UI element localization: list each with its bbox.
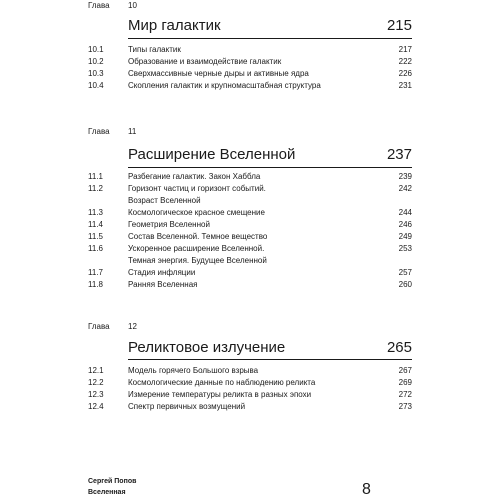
section-number: 10.3	[88, 69, 104, 78]
section-page: 253	[398, 244, 412, 253]
chapter-page: 237	[386, 146, 412, 163]
chapter-title: Реликтовое излучение	[128, 339, 286, 356]
section-page: 231	[398, 81, 412, 90]
section-title: Типы галактик	[128, 45, 181, 54]
section-title: Скопления галактик и крупномасштабная структура	[128, 81, 321, 90]
chapter-title: Мир галактик	[128, 17, 221, 34]
section-number: 11.2	[88, 184, 103, 193]
section-number: 11.3	[88, 208, 103, 217]
section-page: 226	[398, 69, 412, 78]
section-page: 249	[398, 232, 412, 241]
section-number: 10.1	[88, 45, 104, 54]
section-page: 272	[398, 390, 412, 399]
chapter-number: 10	[128, 1, 137, 10]
section-number: 11.1	[88, 172, 103, 181]
section-number: 11.6	[88, 244, 103, 253]
section-page: 244	[398, 208, 412, 217]
chapter-label: Глава	[88, 127, 110, 136]
section-page: 267	[398, 366, 412, 375]
chapter-label: Глава	[88, 322, 110, 331]
section-title: Стадия инфляции	[128, 268, 196, 277]
chapter-rule	[128, 359, 412, 360]
section-title: Космологические данные по наблюдению реликта	[128, 378, 316, 387]
section-title: Спектр первичных возмущений	[128, 402, 246, 411]
section-title: Горизонт частиц и горизонт событий.	[128, 184, 266, 193]
section-title: Ранняя Вселенная	[128, 280, 198, 289]
section-title: Геометрия Вселенной	[128, 220, 210, 229]
section-page: 242	[398, 184, 412, 193]
chapter-page: 215	[386, 17, 412, 34]
page-number: 8	[362, 481, 371, 498]
chapter-label: Глава	[88, 1, 110, 10]
section-page: 269	[398, 378, 412, 387]
section-number: 11.4	[88, 220, 103, 229]
chapter-title: Расширение Вселенной	[128, 146, 296, 163]
section-title-continued: Возраст Вселенной	[128, 196, 201, 205]
section-title-continued: Темная энергия. Будущее Вселенной	[128, 256, 267, 265]
section-number: 11.8	[88, 280, 103, 289]
section-page: 257	[398, 268, 412, 277]
section-page: 273	[398, 402, 412, 411]
section-number: 12.3	[88, 390, 104, 399]
section-title: Состав Вселенной. Темное вещество	[128, 232, 268, 241]
section-number: 10.2	[88, 57, 104, 66]
section-page: 260	[398, 280, 412, 289]
section-title: Модель горячего Большого взрыва	[128, 366, 259, 375]
section-number: 12.2	[88, 378, 104, 387]
section-number: 11.7	[88, 268, 103, 277]
section-title: Измерение температуры реликта в разных эпохи	[128, 390, 312, 399]
section-title: Космологическое красное смещение	[128, 208, 265, 217]
footer-book-title: Вселенная	[88, 489, 126, 496]
section-title: Ускоренное расширение Вселенной.	[128, 244, 265, 253]
section-number: 12.1	[88, 366, 104, 375]
section-number: 10.4	[88, 81, 104, 90]
chapter-rule	[128, 167, 412, 168]
chapter-number: 12	[128, 322, 137, 331]
footer-author: Сергей Попов	[88, 478, 137, 485]
section-title: Сверхмассивные черные дыры и активные ядра	[128, 69, 309, 78]
section-number: 12.4	[88, 402, 104, 411]
section-title: Разбегание галактик. Закон Хаббла	[128, 172, 261, 181]
section-page: 239	[398, 172, 412, 181]
section-title: Образование и взаимодействие галактик	[128, 57, 282, 66]
section-page: 222	[398, 57, 412, 66]
chapter-number: 11	[128, 127, 137, 136]
section-number: 11.5	[88, 232, 103, 241]
section-page: 246	[398, 220, 412, 229]
chapter-page: 265	[386, 339, 412, 356]
section-page: 217	[398, 45, 412, 54]
chapter-rule	[128, 38, 412, 39]
